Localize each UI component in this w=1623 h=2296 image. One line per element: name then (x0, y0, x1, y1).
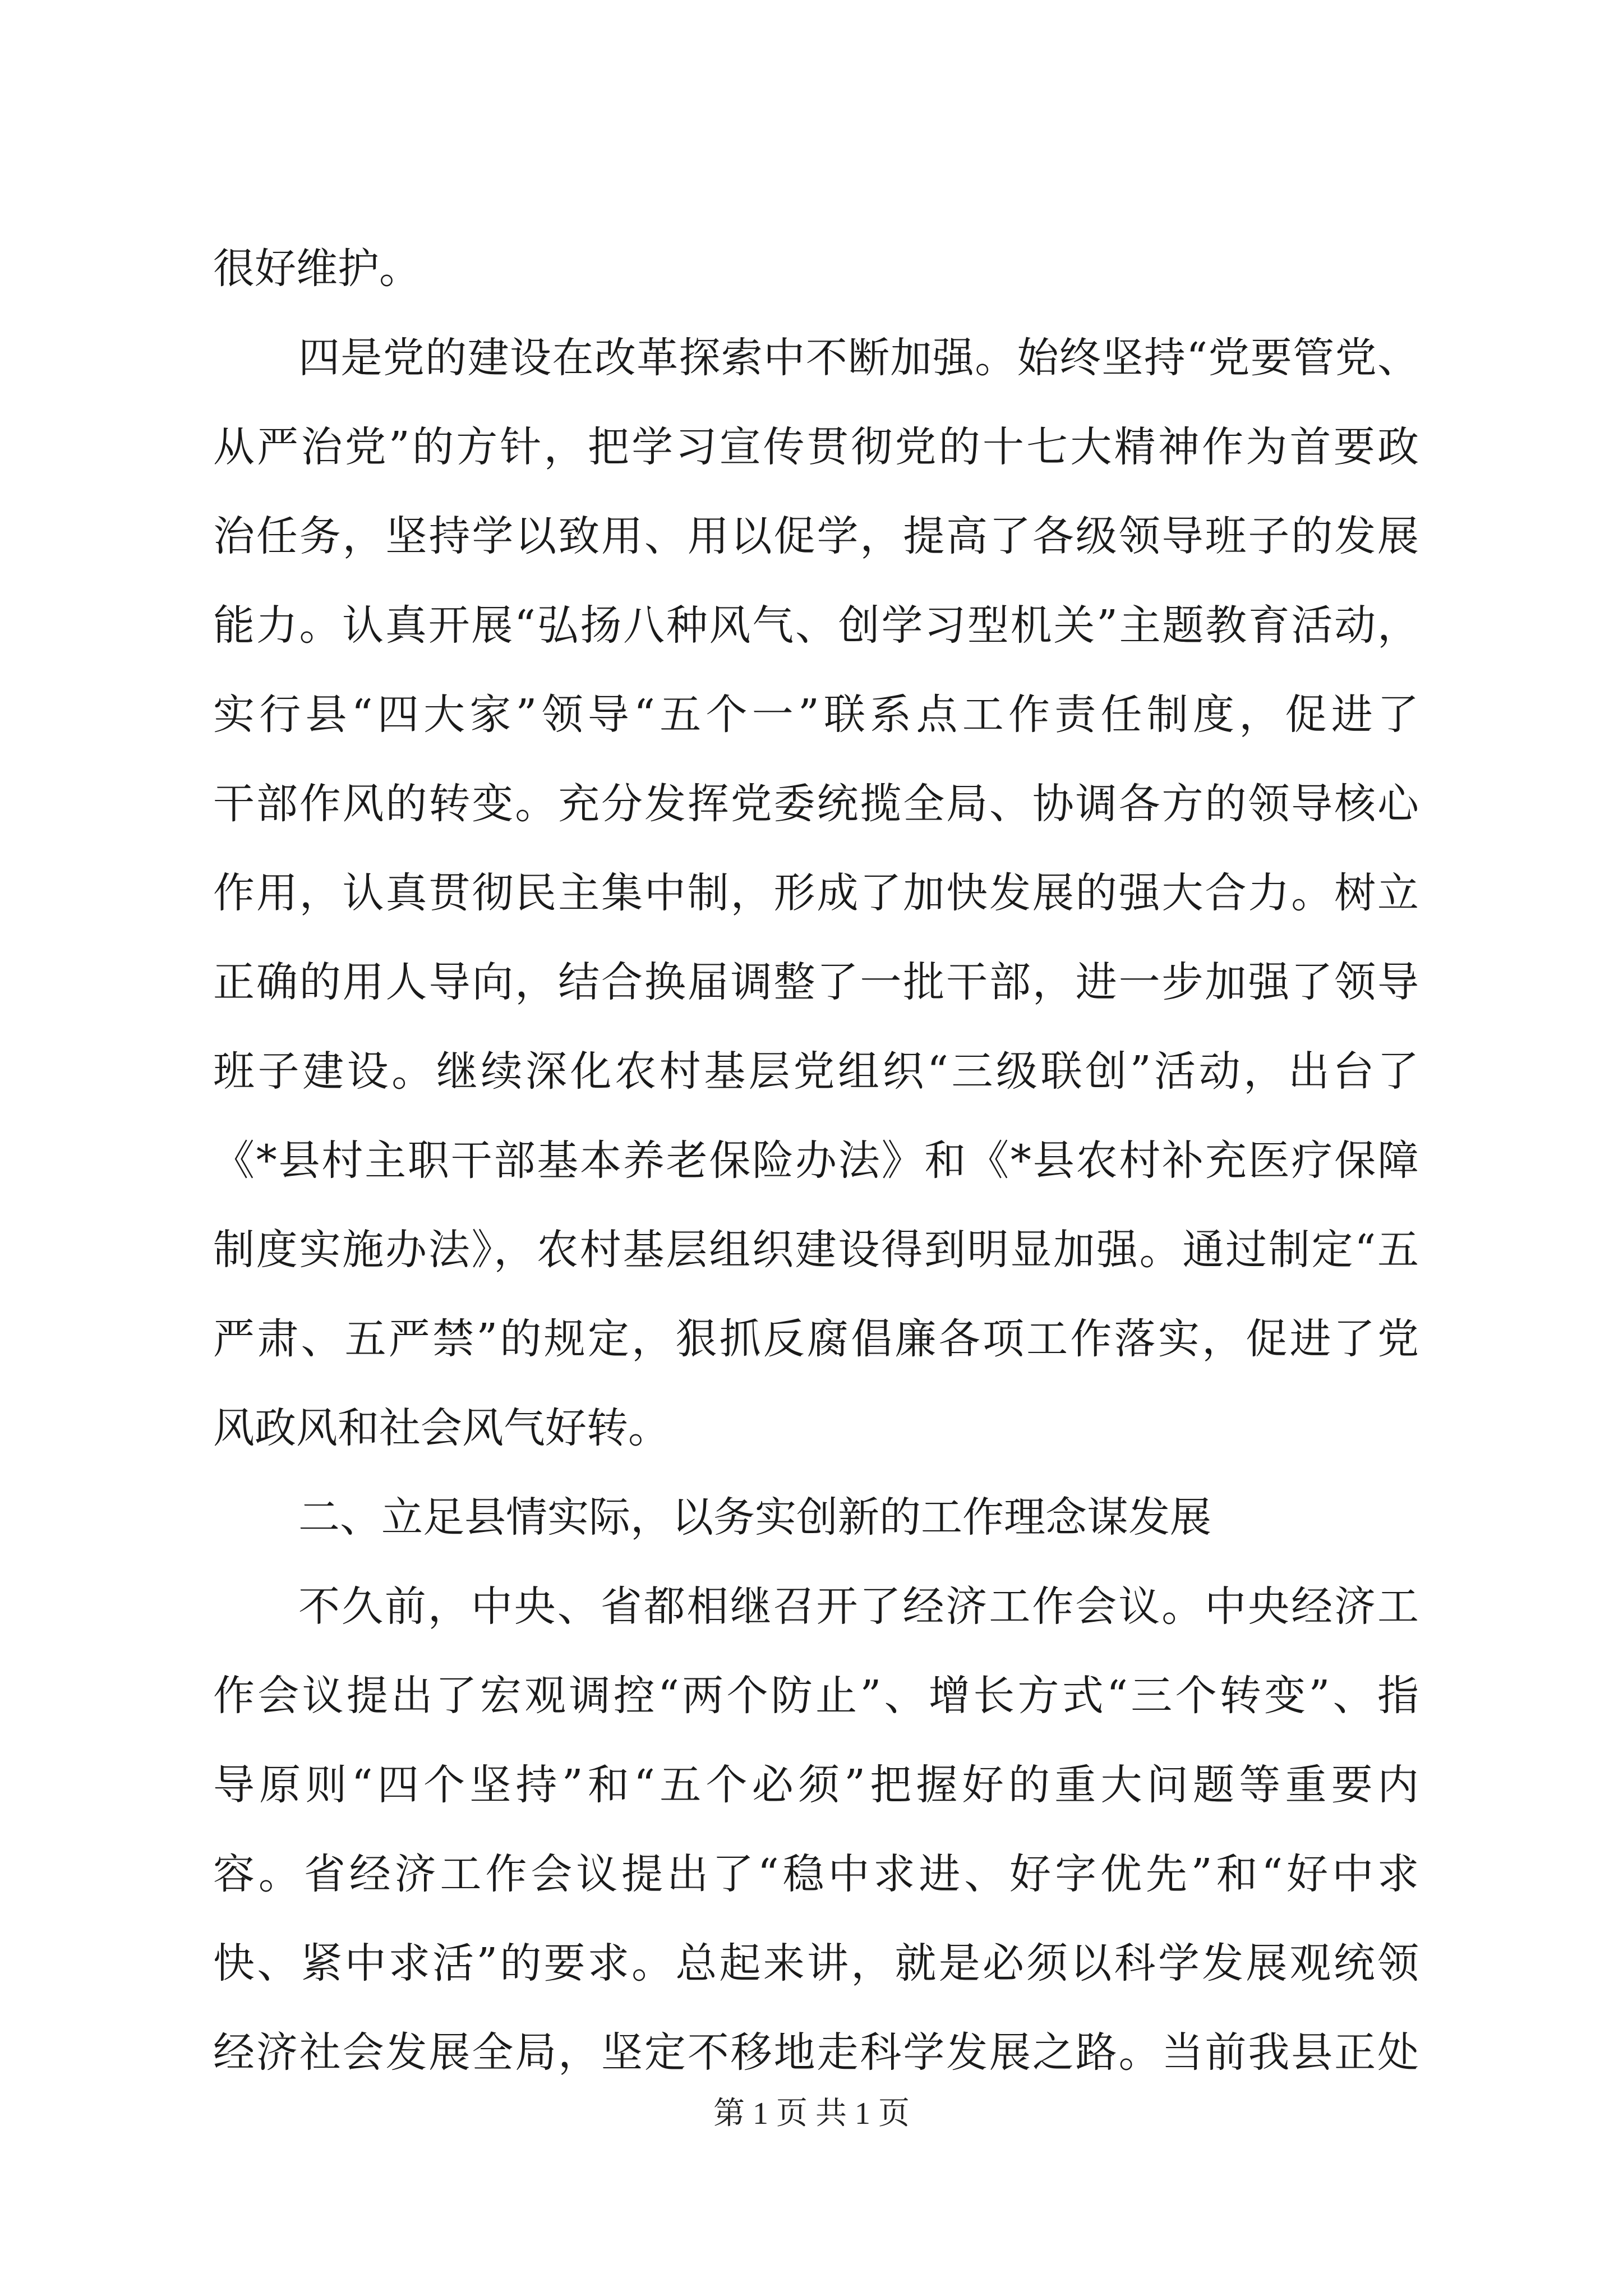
text-line: 制度实施办法》，农村基层组织建设得到明显加强。通过制定“五 (213, 1226, 1419, 1274)
text-line: 容。省经济工作会议提出了“稳中求进、好字优先”和“好中求 (213, 1850, 1419, 1898)
text-line: 从严治党”的方针，把学习宣传贯彻党的十七大精神作为首要政 (213, 423, 1419, 471)
text-line: 作用，认真贯彻民主集中制，形成了加快发展的强大合力。树立 (213, 869, 1419, 917)
page-number-footer: 第 1 页 共 1 页 (713, 2096, 910, 2131)
text-line: 能力。认真开展“弘扬八种风气、创学习型机关”主题教育活动， (213, 601, 1419, 650)
text-line: 四是党的建设在改革探索中不断加强。始终坚持“党要管党、 (298, 334, 1419, 382)
text-line: 班子建设。继续深化农村基层党组织“三级联创”活动，出台了 (213, 1047, 1419, 1096)
text-line: 不久前，中央、省都相继召开了经济工作会议。中央经济工 (298, 1582, 1419, 1631)
text-line: 治任务，坚持学以致用、用以促学，提高了各级领导班子的发展 (213, 512, 1419, 560)
text-line: 干部作风的转变。充分发挥党委统揽全局、协调各方的领导核心 (213, 780, 1419, 828)
text-line: 很好维护。 (213, 245, 421, 293)
text-line: 实行县“四大家”领导“五个一”联系点工作责任制度，促进了 (213, 691, 1419, 739)
text-line: 正确的用人导向，结合换届调整了一批干部，进一步加强了领导 (213, 958, 1419, 1006)
section-heading: 二、立足县情实际，以务实创新的工作理念谋发展 (298, 1493, 1211, 1542)
text-line: 风政风和社会风气好转。 (213, 1404, 670, 1452)
text-line: 《*县村主职干部基本养老保险办法》和《*县农村补充医疗保障 (213, 1137, 1419, 1185)
text-line: 严肃、五严禁”的规定，狠抓反腐倡廉各项工作落实，促进了党 (213, 1315, 1419, 1363)
text-line: 快、紧中求活”的要求。总起来讲，就是必须以科学发展观统领 (213, 1939, 1419, 1987)
text-line: 导原则“四个坚持”和“五个必须”把握好的重大问题等重要内 (213, 1761, 1419, 1809)
text-line: 作会议提出了宏观调控“两个防止”、增长方式“三个转变”、指 (213, 1672, 1419, 1720)
body-text (213, 247, 1419, 2120)
text-line: 经济社会发展全局，坚定不移地走科学发展之路。当前我县正处 (213, 2028, 1419, 2077)
